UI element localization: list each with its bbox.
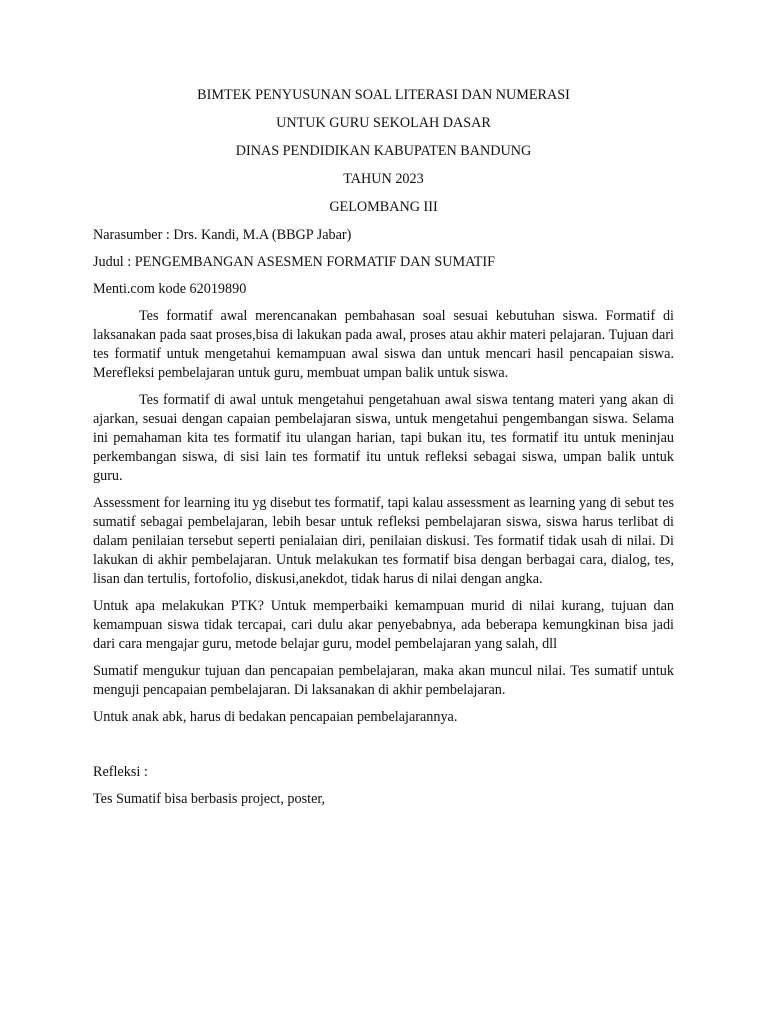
refleksi-text: Tes Sumatif bisa berbasis project, poster, — [93, 791, 326, 807]
document-title-block — [93, 86, 674, 217]
title-line-5: GELOMBANG III — [329, 199, 438, 215]
menti-code-line: Menti.com kode 62019890 — [93, 281, 247, 297]
title-line-4: TAHUN 2023 — [343, 171, 424, 187]
paragraph-3: Assessment for learning itu yg disebut tes formatif, tapi kalau assessment as learning yang di sebut tes sumatif sebagai pembelajaran, lebih besar untuk refleksi pembelajaran siswa, siswa harus terlibat di dalam penilaian tersebut seperti penialaian diri, penilaian diskusi. Tes formatif tidak usah di nilai. Di lakukan di akhir pembelajaran. Untuk melakukan tes formatif bisa dengan berbagai cara, dialog, tes, lisan dan tertulis, fortofolio, diskusi,anekdot, tidak harus di nilai dengan angka. — [93, 495, 674, 587]
title-line-3: DINAS PENDIDIKAN KABUPATEN BANDUNG — [235, 143, 532, 159]
title-line-1: BIMTEK PENYUSUNAN SOAL LITERASI DAN NUMERASI — [197, 87, 570, 103]
paragraph-6: Untuk anak abk, harus di bedakan pencapaian pembelajarannya. — [93, 709, 458, 725]
refleksi-label: Refleksi : — [93, 764, 148, 780]
paragraph-5: Sumatif mengukur tujuan dan pencapaian pembelajaran, maka akan muncul nilai. Tes sumatif untuk menguji pencapaian pembelajaran. Di laksanakan di akhir pembelajaran. — [93, 663, 674, 698]
paragraph-2: Tes formatif di awal untuk mengetahui pengetahuan awal siswa tentang materi yang akan di ajarkan, sesuai dengan capaian pembelajaran siswa, untuk mengetahui pengembangan siswa. Selama ini pemahaman kita tes formatif itu ulangan harian, tapi bukan itu, tes formatif itu untuk meninjau perkembangan siswa, di sisi lain tes formatif itu untuk refleksi sebagai siswa, umpan balik untuk guru. — [93, 392, 674, 484]
paragraph-4: Untuk apa melakukan PTK? Untuk memperbaiki kemampuan murid di nilai kurang, tujuan dan kemampuan siswa tidak tercapai, cari dulu akar penyebabnya, ada beberapa kemungkinan bisa jadi dari cara mengajar guru, metode belajar guru, model pembelajaran yang salah, dll — [93, 598, 674, 652]
spacer — [93, 735, 674, 763]
title-line-2: UNTUK GURU SEKOLAH DASAR — [276, 115, 491, 131]
narasumber-line: Narasumber : Drs. Kandi, M.A (BBGP Jabar) — [93, 227, 352, 243]
paragraph-1: Tes formatif awal merencanakan pembahasan soal sesuai kebutuhan siswa. Formatif di laksanakan pada saat proses,bisa di lakukan pada awal, proses atau akhir materi pelajaran. Tujuan dari tes formatif untuk mengetahui kemampuan awal siswa dan untuk mencari hasil pencapaian siswa. Merefleksi pembelajaran untuk guru, membuat umpan balik untuk siswa. — [93, 308, 674, 381]
judul-line: Judul : PENGEMBANGAN ASESMEN FORMATIF DAN SUMATIF — [93, 254, 496, 270]
